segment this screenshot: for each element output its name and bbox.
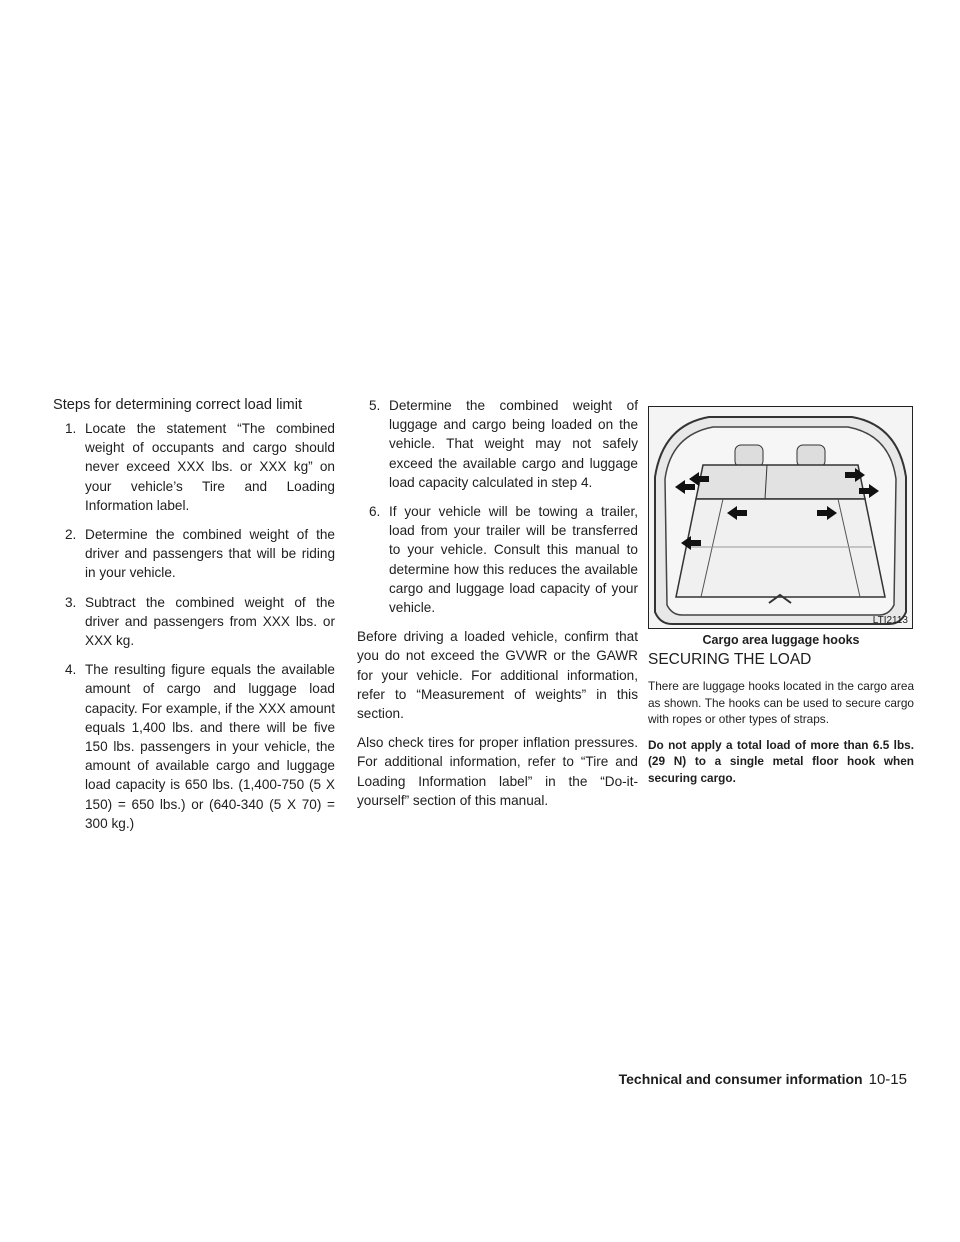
steps-list — [53, 419, 335, 833]
list-item — [53, 660, 335, 833]
section-heading: SECURING THE LOAD — [648, 651, 812, 668]
body-paragraph: Also check tires for proper inflation pressures. For additional information, refer to “Tire and Loading Information label” in the “Do-it-yourself” section of this manual. — [357, 735, 638, 808]
step-text: Locate the statement “The combined weight of occupants and cargo should never exceed XXX lbs. or XXX kg” on your vehicle’s Tire and Loading Information label. — [85, 421, 335, 513]
list-item — [53, 593, 335, 651]
step-number: 3. — [65, 594, 77, 610]
step-number: 2. — [65, 527, 77, 543]
step-number: 6. — [369, 504, 381, 520]
list-item — [357, 502, 638, 617]
list-item — [53, 525, 335, 583]
list-item — [53, 419, 335, 515]
steps-list — [357, 396, 638, 617]
step-text: Determine the combined weight of the driver and passengers that will be riding in your vehicle. — [85, 527, 335, 581]
cargo-area-illustration — [648, 406, 913, 629]
figure-caption: Cargo area luggage hooks — [702, 633, 860, 647]
list-item — [357, 396, 638, 492]
step-number: 1. — [65, 421, 77, 436]
step-text: Determine the combined weight of luggage and cargo being loaded on the vehicle. That weight may not safely exceed the available cargo and luggage load capacity calculated in step 4. — [389, 398, 638, 490]
page-number: 10-15 — [868, 1071, 907, 1088]
section-subheading: Steps for determining correct load limit — [53, 397, 303, 413]
step-number: 4. — [65, 662, 77, 678]
section-body — [648, 678, 914, 795]
page-footer — [619, 1069, 907, 1090]
chapter-title: Technical and consumer information — [618, 1071, 863, 1087]
warning-paragraph: Do not apply a total load of more than 6.5 lbs. (29 N) to a single metal floor hook when securing cargo. — [648, 737, 914, 785]
cargo-area-drawing — [649, 407, 912, 628]
step-text: If your vehicle will be towing a trailer, load from your trailer will be transferred to your vehicle. Consult this manual to determine how this reduces the available cargo and luggage load capacity of your vehicle. — [389, 504, 638, 616]
middle-column — [357, 396, 638, 820]
body-paragraph: Before driving a loaded vehicle, confirm that you do not exceed the GVWR or the GAWR for your vehicle. For additional information, refer to “Measurement of weights” in this section. — [357, 629, 638, 722]
body-paragraph: There are luggage hooks located in the cargo area as shown. The hooks can be used to secure cargo with ropes or other types of straps. — [648, 679, 914, 726]
step-text: The resulting figure equals the available amount of cargo and luggage load capacity. For example, if the XXX amount equals 1,400 lbs. and there will be five 150 lbs. passengers in your vehicle, the amount of available cargo and luggage load capacity is 650 lbs. (1,400-750 (5 X 150) = 650 lbs.) or (640-340 (5 X 70) = 300 kg.) — [85, 662, 335, 831]
step-number: 5. — [369, 398, 381, 413]
figure-code: LTI2113 — [872, 615, 908, 626]
left-column — [53, 396, 335, 843]
step-text: Subtract the combined weight of the driver and passengers from XXX lbs. or XXX kg. — [85, 594, 335, 649]
